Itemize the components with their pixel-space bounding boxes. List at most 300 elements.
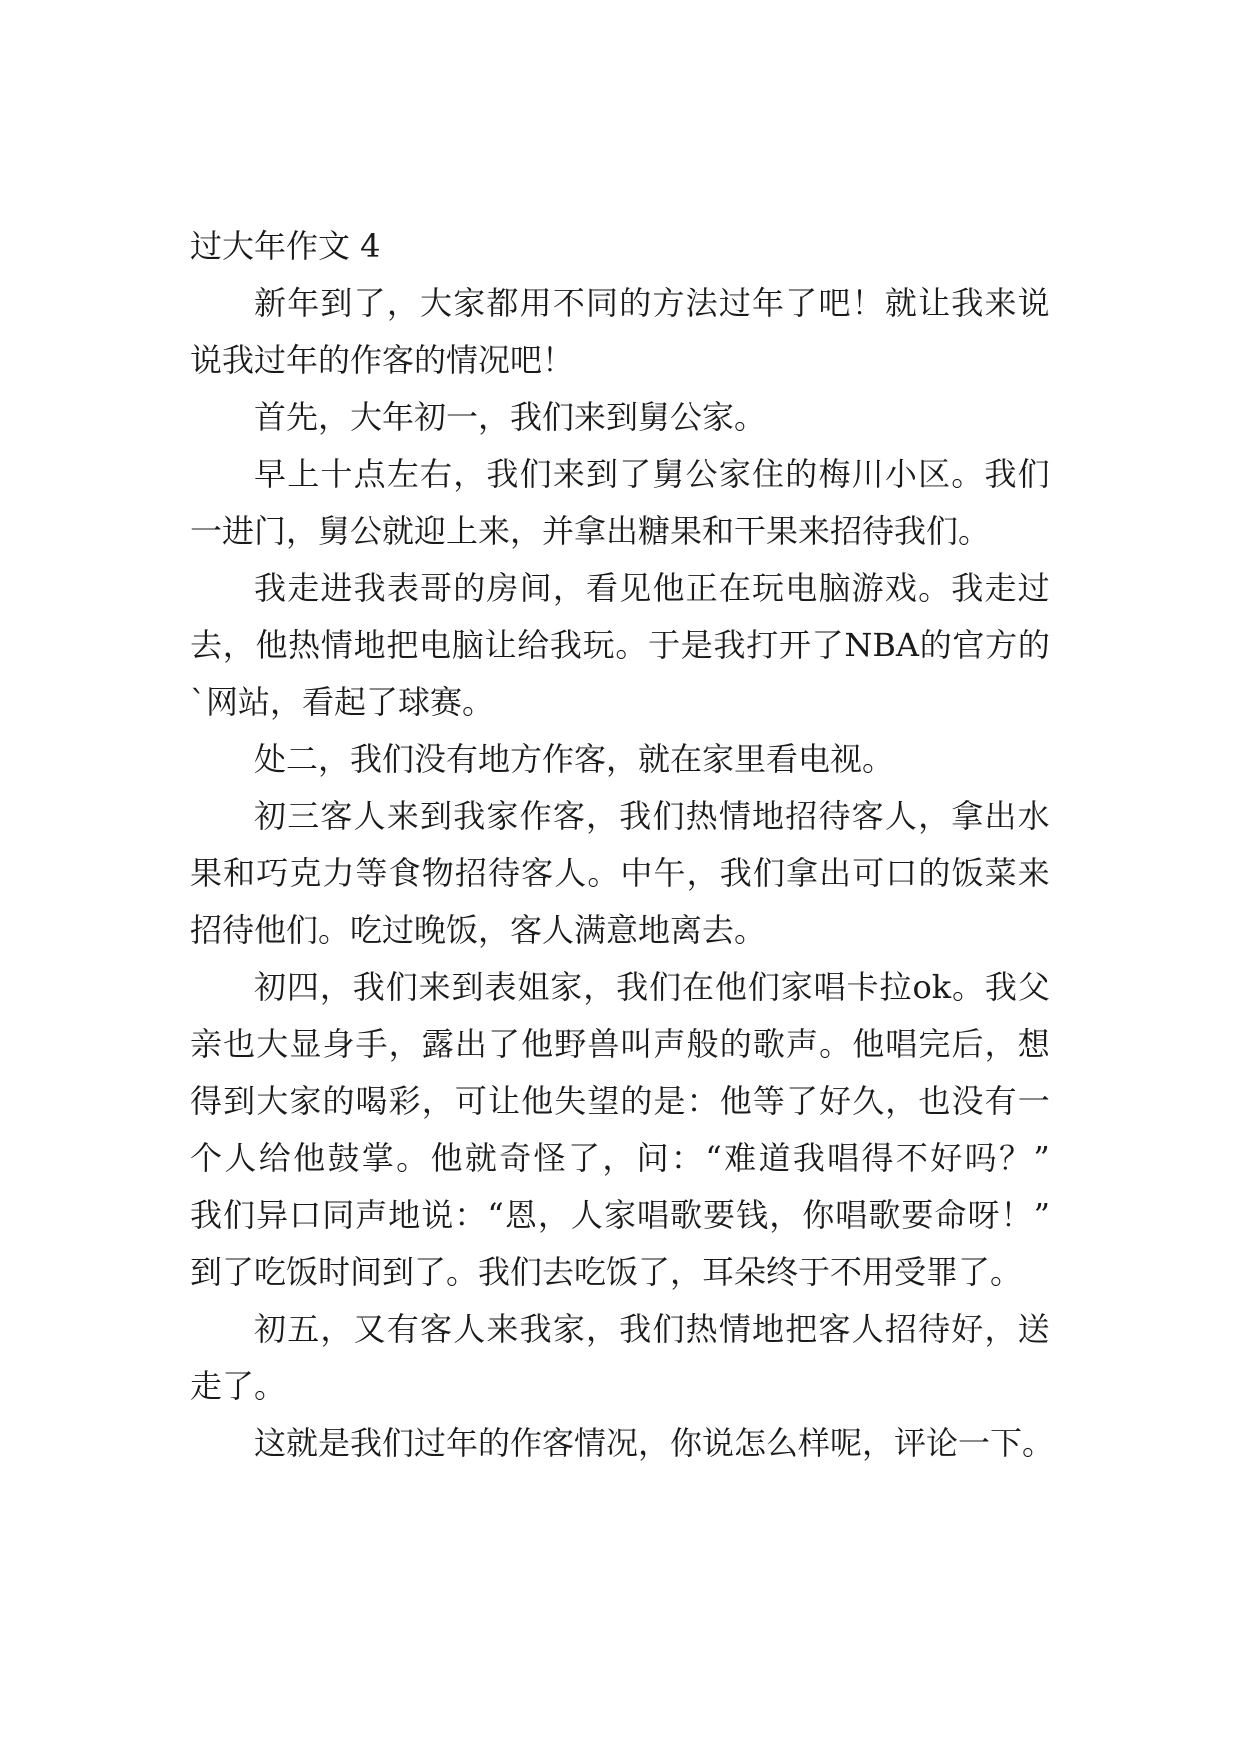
text-glyph: ，	[586, 1310, 619, 1348]
text-glyph: 好	[819, 1082, 852, 1120]
text-glyph: 要	[703, 1196, 736, 1234]
text-glyph: 有	[984, 1082, 1017, 1120]
text-glyph: 人	[570, 1196, 603, 1234]
text-glyph: 来	[1017, 854, 1050, 892]
text-line	[190, 275, 1050, 332]
text-glyph: 就	[464, 1139, 497, 1177]
text-glyph: 可	[852, 854, 885, 892]
text-glyph: 出	[984, 797, 1017, 835]
text-glyph: 他	[255, 626, 288, 664]
text-glyph: 我	[951, 569, 984, 607]
text-line	[190, 1415, 1055, 1472]
text-glyph: 表	[386, 569, 419, 607]
text-glyph: 巧	[256, 854, 289, 892]
text-glyph: 年	[287, 284, 320, 322]
text-glyph: 人	[353, 797, 386, 835]
text-glyph: ，	[388, 1025, 421, 1063]
text-glyph: 大	[420, 284, 453, 322]
text-glyph: 呀	[967, 1196, 1000, 1234]
text-glyph: 。	[952, 968, 985, 1006]
text-line	[190, 731, 1050, 788]
text-glyph: ，	[552, 569, 585, 607]
text-glyph: 在	[681, 968, 714, 1006]
text-glyph: 同	[322, 1196, 355, 1234]
text-glyph: 们	[223, 1196, 256, 1234]
text-glyph: 见	[619, 569, 652, 607]
text-glyph: 菜	[984, 854, 1017, 892]
text-glyph: 作	[519, 797, 552, 835]
text-glyph: 让	[918, 284, 951, 322]
text-glyph: ，	[319, 968, 352, 1006]
text-glyph: 鼓	[327, 1139, 360, 1177]
text-glyph: “	[487, 1196, 504, 1234]
text-glyph: 人	[554, 854, 587, 892]
text-glyph: 把	[785, 1310, 818, 1348]
text-glyph: 来	[984, 284, 1017, 322]
text-glyph: 他	[652, 569, 685, 607]
text-glyph: 们	[385, 968, 418, 1006]
text-glyph: 让	[487, 1082, 520, 1120]
text-glyph: 手	[355, 1025, 388, 1063]
text-glyph: 大	[256, 1025, 289, 1063]
text-line	[190, 902, 1050, 959]
text-line-content: 招待他们。吃过晚饭，客人满意地离去。	[190, 911, 767, 949]
text-glyph: 得	[190, 1082, 223, 1120]
text-glyph: 点	[353, 455, 386, 493]
text-glyph: 唱	[827, 1139, 860, 1177]
text-glyph: 水	[1017, 797, 1050, 835]
text-glyph: 待	[918, 1310, 951, 1348]
text-glyph: 招	[785, 797, 818, 835]
text-glyph: 食	[388, 854, 421, 892]
text-glyph: ，	[769, 1196, 802, 1234]
text-glyph: 到	[451, 968, 484, 1006]
text-glyph: 我	[984, 968, 1017, 1006]
text-glyph: 。	[587, 854, 620, 892]
text-glyph: 正	[685, 569, 718, 607]
text-glyph: 打	[746, 626, 779, 664]
text-glyph: 吧	[818, 284, 851, 322]
text-glyph: 歌	[752, 1025, 785, 1063]
text-glyph: ，	[686, 854, 719, 892]
text-glyph: 他	[430, 1139, 463, 1177]
text-glyph: 叫	[620, 1025, 653, 1063]
text-glyph: 家	[552, 1310, 585, 1348]
text-glyph: 是	[653, 1082, 686, 1120]
text-glyph: 等	[752, 1082, 785, 1120]
text-glyph: 家	[453, 284, 486, 322]
text-glyph: 过	[718, 284, 751, 322]
text-glyph: 来	[418, 968, 451, 1006]
text-glyph: 要	[901, 1196, 934, 1234]
text-glyph: 到	[223, 1082, 256, 1120]
text-glyph: 大	[256, 1082, 289, 1120]
text-glyph: 果	[190, 854, 223, 892]
text-glyph: 方	[985, 626, 1018, 664]
text-glyph: 久	[852, 1082, 885, 1120]
text-glyph: 我	[719, 854, 752, 892]
text-glyph: 三	[287, 797, 320, 835]
text-glyph: 了	[353, 284, 386, 322]
text-line	[190, 1073, 1050, 1130]
text-glyph: 好	[930, 1139, 963, 1177]
text-glyph: 了	[785, 1082, 818, 1120]
text-glyph: 恩	[504, 1196, 537, 1234]
text-glyph: 住	[752, 455, 785, 493]
text-glyph: 我	[453, 797, 486, 835]
text-glyph: 声	[355, 1196, 388, 1234]
text-glyph: 家	[486, 797, 519, 835]
text-line-content: 到了吃饭时间到了。我们去吃饭了，耳朵终于不用受罪了。	[190, 1253, 1023, 1291]
text-glyph: 客	[420, 1310, 453, 1348]
text-glyph: 望	[587, 1082, 620, 1120]
text-glyph: 客	[521, 854, 554, 892]
text-glyph: 命	[934, 1196, 967, 1234]
document-title-text: 过大年作文 4	[190, 227, 381, 265]
text-glyph: 异	[256, 1196, 289, 1234]
text-glyph: 怪	[533, 1139, 566, 1177]
text-glyph: 出	[454, 1025, 487, 1063]
text-glyph: 十	[320, 455, 353, 493]
text-glyph: 初	[254, 1310, 287, 1348]
text-glyph: ，	[320, 1310, 353, 1348]
text-glyph: 问	[636, 1139, 669, 1177]
text-line	[190, 1016, 1050, 1073]
text-glyph: 的	[719, 1025, 752, 1063]
text-glyph: 家	[550, 968, 583, 1006]
text-glyph: 我	[254, 569, 287, 607]
text-glyph: 我	[486, 455, 519, 493]
text-glyph: 人	[884, 797, 917, 835]
text-glyph: 送	[1017, 1310, 1050, 1348]
text-glyph: 他	[719, 1082, 752, 1120]
text-glyph: 。	[396, 1139, 429, 1177]
text-glyph: 家	[289, 1082, 322, 1120]
text-glyph: 来	[486, 1310, 519, 1348]
text-glyph: 他	[852, 1025, 885, 1063]
text-line-content: `网站，看起了球赛。	[190, 683, 495, 721]
text-glyph: 姐	[517, 968, 550, 1006]
text-line	[190, 332, 1050, 389]
text-glyph: 也	[223, 1025, 256, 1063]
text-glyph: 。	[819, 1025, 852, 1063]
text-line	[190, 959, 1050, 1016]
text-glyph: 亲	[190, 1025, 223, 1063]
text-glyph: 。	[951, 455, 984, 493]
text-glyph: 去	[190, 626, 223, 664]
text-line-content: 走了。	[190, 1367, 287, 1405]
text-glyph: 也	[918, 1082, 951, 1120]
text-glyph: 情	[718, 1310, 751, 1348]
text-glyph: 来	[552, 455, 585, 493]
text-line	[190, 389, 1050, 446]
text-glyph: 的	[453, 569, 486, 607]
text-glyph: 声	[653, 1025, 686, 1063]
text-glyph: 声	[785, 1025, 818, 1063]
text-glyph: 我	[519, 1310, 552, 1348]
text-line	[190, 560, 1050, 617]
text-glyph: 了	[487, 1025, 520, 1063]
text-glyph: 口	[885, 854, 918, 892]
document-body	[190, 218, 1055, 1472]
text-glyph: 想	[1017, 1025, 1050, 1063]
text-glyph: ，	[537, 1196, 570, 1234]
text-glyph: 们	[752, 854, 785, 892]
text-glyph: 情	[718, 797, 751, 835]
text-glyph: ”	[1033, 1196, 1050, 1234]
text-line	[190, 1358, 1050, 1415]
text-glyph: 我	[984, 455, 1017, 493]
text-glyph: 你	[802, 1196, 835, 1234]
text-glyph: 表	[484, 968, 517, 1006]
text-line	[190, 674, 1050, 731]
text-line	[190, 446, 1050, 503]
text-glyph: ，	[918, 797, 951, 835]
text-glyph: 我	[616, 968, 649, 1006]
text-glyph: 。	[918, 569, 951, 607]
text-glyph: 拿	[951, 797, 984, 835]
text-glyph: “	[705, 1139, 722, 1177]
text-glyph: ，	[583, 968, 616, 1006]
text-glyph: 拿	[785, 854, 818, 892]
text-glyph: 的	[785, 455, 818, 493]
text-glyph: 热	[288, 626, 321, 664]
text-glyph: ，	[421, 1082, 454, 1120]
text-glyph: 他	[521, 1082, 554, 1120]
text-glyph: 舅	[652, 455, 685, 493]
text-glyph: 说	[421, 1196, 454, 1234]
text-glyph: 了	[785, 284, 818, 322]
text-glyph: 客	[320, 797, 353, 835]
text-glyph: 般	[686, 1025, 719, 1063]
text-glyph: 显	[289, 1025, 322, 1063]
text-glyph: 吗	[964, 1139, 997, 1177]
text-line	[190, 1187, 1050, 1244]
text-glyph: ：	[671, 1139, 704, 1177]
text-glyph: 个	[190, 1139, 223, 1177]
text-glyph: 我	[353, 569, 386, 607]
text-glyph: 看	[586, 569, 619, 607]
text-glyph: 右	[420, 455, 453, 493]
text-glyph: ：	[686, 1082, 719, 1120]
text-glyph: 公	[685, 455, 718, 493]
text-glyph: 们	[652, 797, 685, 835]
text-glyph: 不	[552, 284, 585, 322]
text-glyph: 进	[320, 569, 353, 607]
text-glyph: 左	[386, 455, 419, 493]
text-glyph: 客	[552, 797, 585, 835]
text-glyph: 走	[287, 569, 320, 607]
text-glyph: 地	[353, 626, 386, 664]
text-glyph: 物	[421, 854, 454, 892]
text-glyph: 电	[785, 569, 818, 607]
text-glyph: 我	[619, 797, 652, 835]
text-glyph: 就	[884, 284, 917, 322]
text-glyph: 唱	[885, 1025, 918, 1063]
text-glyph: 了	[567, 1139, 600, 1177]
text-glyph: ，	[222, 626, 255, 664]
text-glyph: 年	[752, 284, 785, 322]
text-glyph: 他	[714, 968, 747, 1006]
text-glyph: 让	[484, 626, 517, 664]
text-glyph: 们	[1017, 455, 1050, 493]
text-glyph: ？	[998, 1139, 1031, 1177]
text-glyph: 的	[619, 284, 652, 322]
text-glyph: 露	[421, 1025, 454, 1063]
text-glyph: 钱	[736, 1196, 769, 1234]
text-glyph: 地	[388, 1196, 421, 1234]
text-glyph: 一	[1017, 1082, 1050, 1120]
text-glyph: 唱	[813, 968, 846, 1006]
text-glyph: 五	[287, 1310, 320, 1348]
text-glyph: 游	[851, 569, 884, 607]
text-glyph: 都	[486, 284, 519, 322]
text-glyph: 川	[851, 455, 884, 493]
text-glyph: 开	[778, 626, 811, 664]
text-glyph: 电	[419, 626, 452, 664]
document-title	[190, 218, 1050, 275]
text-glyph: 父	[1017, 968, 1050, 1006]
text-glyph: 到	[586, 455, 619, 493]
text-glyph: 脑	[818, 569, 851, 607]
text-glyph: 招	[884, 1310, 917, 1348]
text-glyph: 拉	[879, 968, 912, 1006]
text-glyph: 了	[619, 455, 652, 493]
text-glyph: 后	[951, 1025, 984, 1063]
text-glyph: 招	[454, 854, 487, 892]
text-glyph: 过	[1017, 569, 1050, 607]
text-glyph: 家	[780, 968, 813, 1006]
text-line-content: 处二，我们没有地方作客，就在家里看电视。	[254, 740, 895, 778]
text-line	[190, 617, 1050, 674]
text-glyph: ，	[984, 1025, 1017, 1063]
text-line	[190, 845, 1050, 902]
paragraph-lines	[190, 275, 1055, 1472]
text-glyph: 官	[952, 626, 985, 664]
text-glyph: 人	[453, 1310, 486, 1348]
text-glyph: ：	[454, 1196, 487, 1234]
text-glyph: 可	[454, 1082, 487, 1120]
text-glyph: 热	[685, 1310, 718, 1348]
text-glyph: 初	[254, 968, 287, 1006]
text-glyph: 待	[818, 797, 851, 835]
text-glyph: 到	[320, 284, 353, 322]
text-glyph: 人	[224, 1139, 257, 1177]
text-glyph: 到	[420, 797, 453, 835]
text-glyph: ，	[885, 1082, 918, 1120]
text-glyph: 的	[620, 1082, 653, 1120]
text-glyph: 完	[918, 1025, 951, 1063]
text-glyph: 掌	[361, 1139, 394, 1177]
text-glyph: 四	[286, 968, 319, 1006]
text-glyph: 歌	[868, 1196, 901, 1234]
text-glyph: 我	[951, 284, 984, 322]
text-line-content: 首先，大年初一，我们来到舅公家。	[254, 398, 767, 436]
text-glyph: 的	[918, 854, 951, 892]
text-glyph: 待	[487, 854, 520, 892]
text-glyph: 道	[758, 1139, 791, 1177]
text-glyph: ，	[453, 455, 486, 493]
text-glyph: 哥	[420, 569, 453, 607]
text-glyph: 情	[320, 626, 353, 664]
text-glyph: 口	[289, 1196, 322, 1234]
text-glyph: 玩	[752, 569, 785, 607]
text-glyph: 卡	[846, 968, 879, 1006]
text-glyph: 走	[984, 569, 1017, 607]
text-glyph: 把	[386, 626, 419, 664]
text-glyph: 梅	[818, 455, 851, 493]
text-glyph: 客	[851, 797, 884, 835]
text-glyph: ”	[1033, 1139, 1050, 1177]
text-glyph: 他	[293, 1139, 326, 1177]
text-glyph: 唱	[637, 1196, 670, 1234]
text-glyph: 用	[519, 284, 552, 322]
text-glyph: 身	[322, 1025, 355, 1063]
text-glyph: 。	[615, 626, 648, 664]
text-glyph: 好	[951, 1310, 984, 1348]
text-glyph: 我	[619, 1310, 652, 1348]
text-glyph: 难	[724, 1139, 757, 1177]
text-glyph: 午	[653, 854, 686, 892]
text-line	[190, 1130, 1050, 1187]
text-glyph: 他	[521, 1025, 554, 1063]
text-glyph: ，	[586, 797, 619, 835]
text-glyph: 出	[819, 854, 852, 892]
text-glyph: 的	[1017, 626, 1050, 664]
text-glyph: 早	[254, 455, 287, 493]
text-glyph: 法	[685, 284, 718, 322]
text-glyph: ok	[912, 968, 952, 1006]
text-glyph: 兽	[587, 1025, 620, 1063]
text-glyph: 同	[586, 284, 619, 322]
text-glyph: 没	[951, 1082, 984, 1120]
text-glyph: 们	[519, 455, 552, 493]
text-line-content: 这就是我们过年的作客情况，你说怎么样呢，评论一下。	[254, 1424, 1055, 1462]
text-glyph: 新	[254, 284, 287, 322]
text-glyph: 来	[386, 797, 419, 835]
text-glyph: 们	[652, 1310, 685, 1348]
text-glyph: 玩	[582, 626, 615, 664]
text-glyph: 们	[747, 968, 780, 1006]
text-glyph: 地	[752, 1310, 785, 1348]
text-glyph: ，	[602, 1139, 635, 1177]
text-glyph: 在	[718, 569, 751, 607]
text-glyph: 是	[680, 626, 713, 664]
text-glyph: 小	[884, 455, 917, 493]
text-glyph: 失	[554, 1082, 587, 1120]
text-glyph: 了	[811, 626, 844, 664]
text-glyph: 于	[648, 626, 681, 664]
text-line	[190, 1244, 1050, 1301]
text-line	[190, 503, 1050, 560]
text-glyph: 等	[355, 854, 388, 892]
text-glyph: 和	[223, 854, 256, 892]
text-glyph: 脑	[451, 626, 484, 664]
text-line	[190, 788, 1050, 845]
text-glyph: 说	[1017, 284, 1050, 322]
text-glyph: 歌	[670, 1196, 703, 1234]
text-glyph: 方	[652, 284, 685, 322]
text-glyph: 喝	[355, 1082, 388, 1120]
text-glyph: NBA	[844, 626, 919, 664]
text-glyph: 热	[685, 797, 718, 835]
text-glyph: 们	[649, 968, 682, 1006]
text-glyph: 房	[486, 569, 519, 607]
text-glyph: 奇	[499, 1139, 532, 1177]
text-glyph: 的	[322, 1082, 355, 1120]
text-glyph: 地	[752, 797, 785, 835]
text-glyph: 间	[519, 569, 552, 607]
